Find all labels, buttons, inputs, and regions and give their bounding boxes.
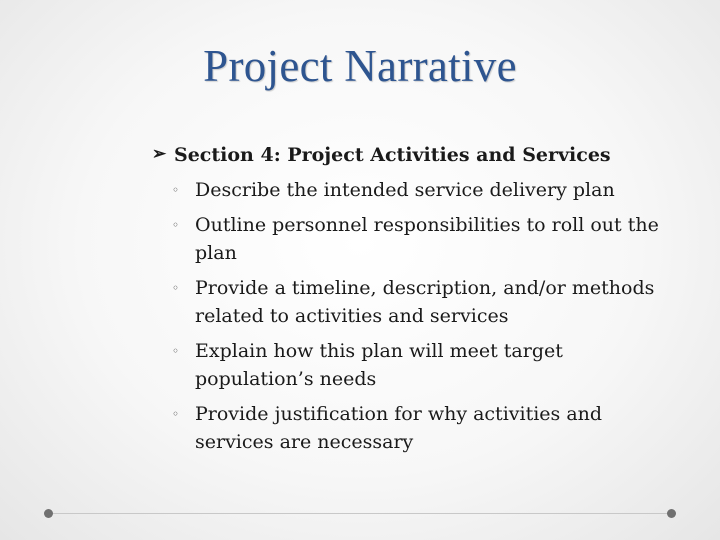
- list-item: [150, 400, 670, 456]
- section-heading: [150, 144, 670, 166]
- circle-bullet-icon: ◦: [172, 218, 180, 232]
- circle-bullet-icon: ◦: [172, 281, 180, 295]
- bullet-text: Provide a timeline, description, and/or methods related to activities and services: [195, 277, 655, 327]
- arrow-bullet-icon: ➢: [152, 144, 167, 164]
- circle-bullet-icon: ◦: [172, 183, 180, 197]
- section-heading-text: Section 4: Project Activities and Services: [174, 144, 611, 166]
- slide-title: Project Narrative: [203, 41, 517, 91]
- bullet-text: Provide justification for why activities and services are necessary: [195, 403, 603, 453]
- circle-bullet-icon: ◦: [172, 344, 180, 358]
- circle-bullet-icon: ◦: [172, 407, 180, 421]
- list-item: [150, 274, 670, 330]
- list-item: [150, 176, 670, 204]
- list-item: [150, 337, 670, 393]
- slide-content: [150, 144, 670, 463]
- bullet-text: Outline personnel responsibilities to roll out the plan: [195, 214, 659, 264]
- footer-divider: [48, 513, 672, 514]
- left-dot-icon: [44, 509, 53, 518]
- bullet-text: Describe the intended service delivery plan: [195, 179, 615, 201]
- right-dot-icon: [667, 509, 676, 518]
- list-item: [150, 211, 670, 267]
- bullet-text: Explain how this plan will meet target population’s needs: [195, 340, 563, 390]
